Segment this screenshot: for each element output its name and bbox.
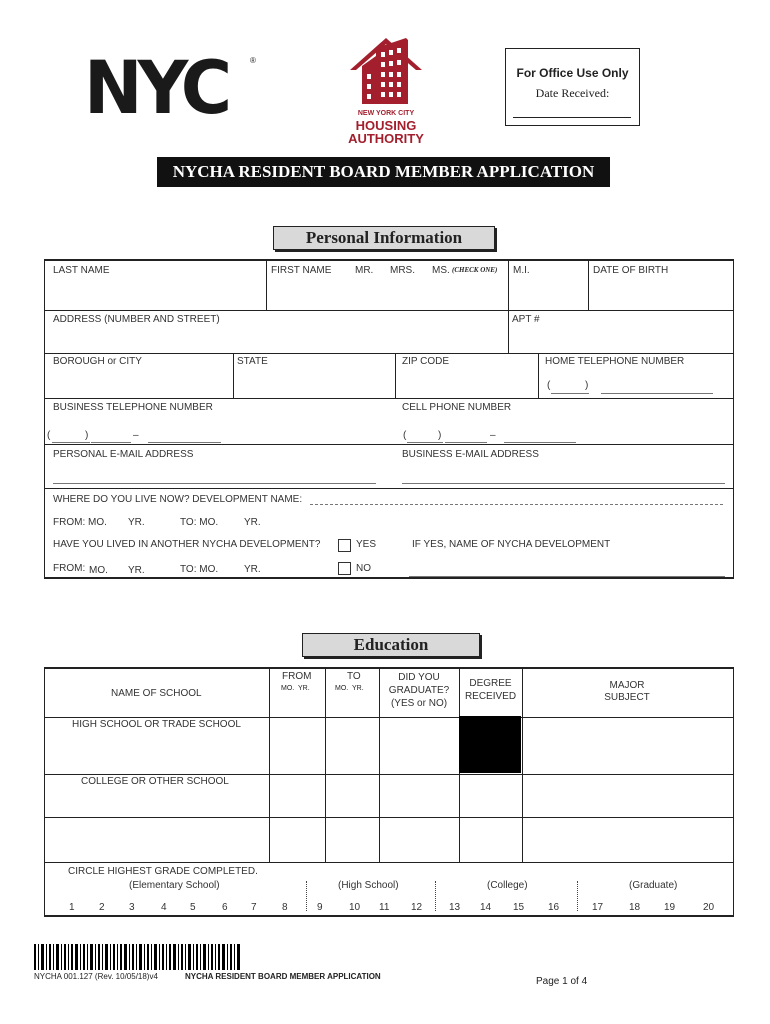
business-phone-line-field[interactable] <box>148 442 221 443</box>
if-yes-label: IF YES, NAME OF NYCHA DEVELOPMENT <box>412 539 611 550</box>
lived-elsewhere-question: HAVE YOU LIVED IN ANOTHER NYCHA DEVELOPMENT? <box>53 539 321 550</box>
grade-option-6[interactable]: 6 <box>222 902 228 913</box>
mi-label: M.I. <box>513 265 530 276</box>
college-major-field[interactable] <box>523 774 731 860</box>
business-email-label: BUSINESS E-MAIL ADDRESS <box>402 449 539 460</box>
graduated-header: DID YOU GRADUATE? (YES or NO) <box>388 672 450 709</box>
barcode <box>34 944 240 970</box>
home-phone-label: HOME TELEPHONE NUMBER <box>545 356 685 367</box>
form-name-footer: NYCHA RESIDENT BOARD MEMBER APPLICATION <box>185 972 381 981</box>
business-email-field[interactable] <box>402 483 725 484</box>
home-phone-paren-close: ) <box>585 380 589 391</box>
grade-option-13[interactable]: 13 <box>449 902 461 913</box>
no-label: NO <box>356 563 371 574</box>
grade-option-11[interactable]: 11 <box>379 902 390 913</box>
form-id: NYCHA 001.127 (Rev. 10/05/18)v4 <box>34 972 158 981</box>
yes-label: YES <box>356 539 377 550</box>
high-school-from-field[interactable] <box>270 716 323 773</box>
dob-field[interactable] <box>590 278 730 306</box>
college-to-field[interactable] <box>326 774 377 860</box>
grade-option-14[interactable]: 14 <box>480 902 492 913</box>
to-mo-yr-header: MO. YR. <box>335 685 364 692</box>
grade-option-17[interactable]: 17 <box>592 902 604 913</box>
current-to-yr-label: YR. <box>244 517 261 528</box>
business-phone-label: BUSINESS TELEPHONE NUMBER <box>53 402 213 413</box>
prior-to-mo-label: TO: MO. <box>180 564 219 575</box>
personal-info-table <box>44 259 734 579</box>
degree-header: DEGREE RECEIVED <box>464 678 517 702</box>
address-field[interactable] <box>50 327 505 349</box>
personal-email-label: PERSONAL E-MAIL ADDRESS <box>53 449 194 460</box>
prior-from-mo-label: MO. <box>89 565 108 576</box>
building-icon <box>340 34 432 110</box>
last-name-field[interactable] <box>50 278 262 306</box>
personal-info-heading: Personal Information <box>273 226 495 250</box>
high-school-label: HIGH SCHOOL OR TRADE SCHOOL <box>72 719 241 730</box>
page-number: Page 1 of 4 <box>536 976 588 987</box>
title-mrs-option[interactable]: MRS. <box>390 265 415 276</box>
from-mo-yr-header: MO. YR. <box>281 685 310 692</box>
grade-option-1[interactable]: 1 <box>69 902 75 913</box>
high-school-to-field[interactable] <box>326 716 377 773</box>
first-name-field[interactable] <box>268 278 348 306</box>
cell-phone-dash: – <box>490 430 496 441</box>
prior-from-yr-label: YR. <box>128 565 145 576</box>
development-name-field[interactable] <box>310 504 723 505</box>
grade-option-4[interactable]: 4 <box>161 902 167 913</box>
cell-phone-paren-open: ( <box>403 430 407 441</box>
apt-label: APT # <box>512 314 540 325</box>
state-label: STATE <box>237 356 268 367</box>
business-phone-dash: – <box>133 430 139 441</box>
dob-label: DATE OF BIRTH <box>593 265 669 276</box>
nycha-logo-line-1: NEW YORK CITY <box>357 110 415 117</box>
grade-option-10[interactable]: 10 <box>349 902 361 913</box>
borough-field[interactable] <box>50 370 230 394</box>
current-to-mo-label: TO: MO. <box>180 517 219 528</box>
prior-from-label: FROM: <box>53 563 86 574</box>
cell-phone-label: CELL PHONE NUMBER <box>402 402 512 413</box>
grade-option-8[interactable]: 8 <box>282 902 288 913</box>
date-received-label: Date Received: <box>535 86 610 100</box>
high-school-graduate-field[interactable] <box>380 716 457 773</box>
yes-checkbox[interactable] <box>338 539 351 552</box>
major-header: MAJOR SUBJECT <box>604 680 650 703</box>
office-use-title: For Office Use Only <box>516 66 629 80</box>
title-ms-option[interactable]: MS. <box>432 265 450 276</box>
college-grade-label: (College) <box>487 880 528 891</box>
business-phone-paren-open: ( <box>47 430 51 441</box>
grade-option-3[interactable]: 3 <box>129 902 135 913</box>
current-from-mo-label: FROM: MO. <box>53 517 107 528</box>
grade-option-9[interactable]: 9 <box>317 902 323 913</box>
form-title: NYCHA RESIDENT BOARD MEMBER APPLICATION <box>157 157 610 187</box>
office-use-box <box>505 48 640 126</box>
home-phone-area-field[interactable] <box>551 393 589 394</box>
date-received-field[interactable] <box>513 117 631 118</box>
to-header: TO <box>347 671 361 682</box>
elementary-label: (Elementary School) <box>129 880 220 891</box>
prior-to-yr-label: YR. <box>244 564 261 575</box>
graduate-grade-label: (Graduate) <box>629 880 678 891</box>
apt-field[interactable] <box>510 327 730 349</box>
other-development-field[interactable] <box>409 576 725 577</box>
first-name-label: FIRST NAME <box>271 265 332 276</box>
grade-option-12[interactable]: 12 <box>411 902 423 913</box>
high-school-major-field[interactable] <box>523 716 731 773</box>
cell-phone-paren-close: ) <box>438 430 442 441</box>
education-heading: Education <box>302 633 480 657</box>
high-school-degree-blocked <box>459 716 521 773</box>
grade-option-18[interactable]: 18 <box>629 902 641 913</box>
college-label: COLLEGE OR OTHER SCHOOL <box>81 776 229 787</box>
no-checkbox[interactable] <box>338 562 351 575</box>
nyc-logo: NYC ® <box>84 44 256 132</box>
grade-option-19[interactable]: 19 <box>664 902 676 913</box>
business-phone-paren-close: ) <box>85 430 89 441</box>
high-school-grade-label: (High School) <box>338 880 399 891</box>
development-question: WHERE DO YOU LIVE NOW? DEVELOPMENT NAME: <box>53 494 303 505</box>
college-degree-field[interactable] <box>461 774 519 860</box>
home-phone-paren-open: ( <box>547 380 551 391</box>
college-graduate-field[interactable] <box>380 774 457 860</box>
grade-option-15[interactable]: 15 <box>513 902 525 913</box>
grade-option-20[interactable]: 20 <box>703 902 715 913</box>
zip-field[interactable] <box>398 370 536 394</box>
circle-grade-instruction: CIRCLE HIGHEST GRADE COMPLETED. <box>68 866 258 877</box>
check-one-note: (CHECK ONE) <box>452 266 498 274</box>
business-phone-prefix-field[interactable] <box>91 442 131 443</box>
personal-email-field[interactable] <box>53 483 376 484</box>
from-header: FROM <box>282 671 312 682</box>
home-phone-number-field[interactable] <box>601 393 713 394</box>
current-from-yr-label: YR. <box>128 517 145 528</box>
nycha-logo-line-3: AUTHORITY <box>348 131 424 146</box>
nycha-logo <box>340 34 432 146</box>
cell-phone-line-field[interactable] <box>504 442 576 443</box>
zip-label: ZIP CODE <box>402 356 450 367</box>
mi-field[interactable] <box>510 278 586 306</box>
nycha-logo-line-2: HOUSING <box>355 118 417 133</box>
name-of-school-header: NAME OF SCHOOL <box>111 688 202 699</box>
title-mr-option[interactable]: MR. <box>355 265 374 276</box>
grade-option-5[interactable]: 5 <box>190 902 196 913</box>
grade-option-2[interactable]: 2 <box>99 902 105 913</box>
state-field[interactable] <box>234 370 392 394</box>
cell-phone-prefix-field[interactable] <box>445 442 487 443</box>
business-phone-area-field[interactable] <box>52 442 90 443</box>
address-label: ADDRESS (NUMBER AND STREET) <box>53 314 220 325</box>
grade-option-7[interactable]: 7 <box>251 902 257 913</box>
cell-phone-area-field[interactable] <box>407 442 443 443</box>
borough-label: BOROUGH or CITY <box>53 356 142 367</box>
last-name-label: LAST NAME <box>53 265 110 276</box>
grade-option-16[interactable]: 16 <box>548 902 560 913</box>
college-from-field[interactable] <box>270 774 323 860</box>
